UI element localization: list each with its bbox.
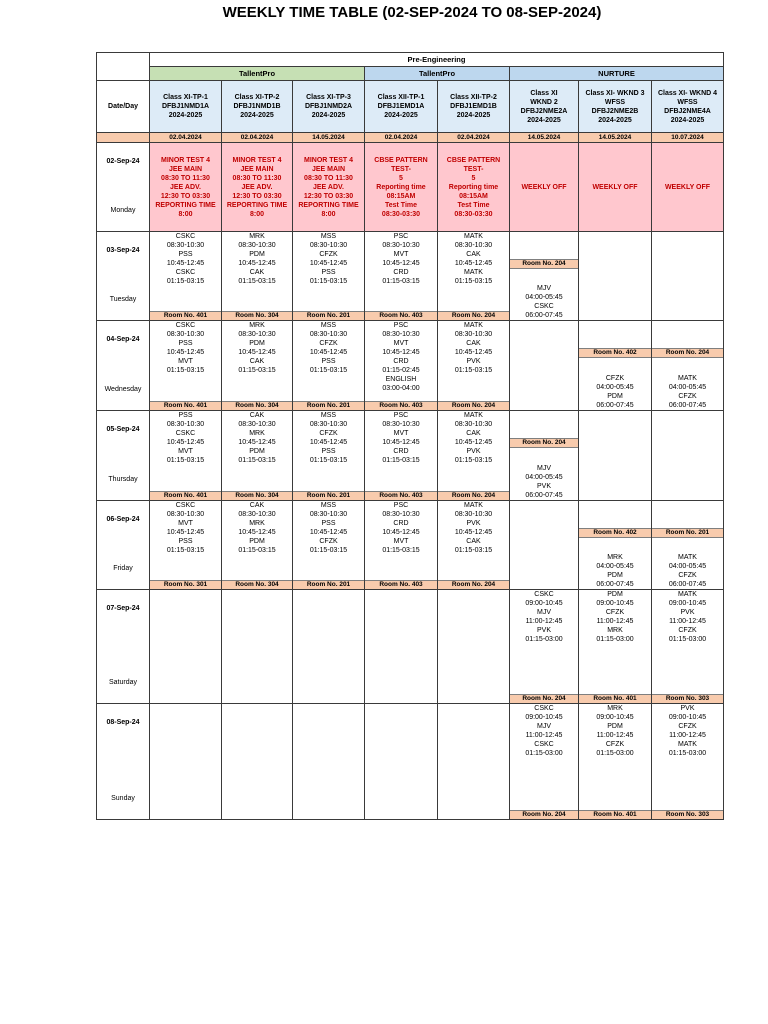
group-header-tallentpro-xii: TallentPro [365, 67, 510, 81]
room-label: Room No. 304 [222, 401, 292, 410]
exam-notice-cell: MINOR TEST 4 JEE MAIN 08:30 TO 11:30 JEE ADV. 12:30 TO 03:30 REPORTING TIME 8:00 [222, 143, 293, 232]
day-row [97, 501, 724, 590]
schedule-cell [579, 501, 652, 590]
start-date-cell: 10.07.2024 [652, 133, 724, 143]
class-header: Class XII-TP-2 DFBJ1EMD1B 2024-2025 [438, 81, 510, 133]
day-weekday: Sunday [111, 795, 135, 802]
schedule-cell [222, 411, 293, 501]
schedule-cell [222, 704, 293, 820]
class-slots: MSS 08:30-10:30 CFZK 10:45-12:45 PSS 01:15-03:15 [309, 412, 348, 464]
room-label: Room No. 403 [365, 311, 437, 320]
schedule-cell [579, 232, 652, 321]
day-row [97, 590, 724, 704]
class-slots: MRK 09:00-10:45 PDM 11:00-12:45 CFZK 01:15-03:00 [596, 705, 634, 757]
day-date: 03-Sep-24 [106, 247, 140, 254]
class-slots: MATK 04:00-05:45 CFZK 06:00-07:45 [668, 375, 707, 409]
day-weekday: Tuesday [109, 296, 137, 303]
schedule-cell [438, 411, 510, 501]
schedule-cell [652, 501, 724, 590]
room-label: Room No. 401 [579, 694, 651, 703]
class-slots: PVK 09:00-10:45 CFZK 11:00-12:45 MATK 01:15-03:00 [668, 705, 707, 757]
class-header: Class XI-TP-1 DFBJ1NMD1A 2024-2025 [150, 81, 222, 133]
startdate-corner [97, 133, 150, 143]
schedule-cell [150, 590, 222, 704]
room-label: Room No. 201 [293, 491, 364, 500]
schedule-cell [365, 321, 438, 411]
schedule-cell [150, 411, 222, 501]
class-slots: MRK 08:30-10:30 PDM 10:45-12:45 CAK 01:15-03:15 [238, 322, 276, 374]
schedule-cell [438, 704, 510, 820]
class-slots: PSC 08:30-10:30 MVT 10:45-12:45 CRD 01:15-03:15 [382, 412, 420, 464]
schedule-cell [510, 590, 579, 704]
schedule-cell [438, 590, 510, 704]
exam-notice-cell: MINOR TEST 4 JEE MAIN 08:30 TO 11:30 JEE ADV. 12:30 TO 03:30 REPORTING TIME 8:00 [150, 143, 222, 232]
class-header: Class XI- WKND 3 WFSS DFBJ2NME2B 2024-2025 [579, 81, 652, 133]
day-date: 08-Sep-24 [106, 719, 140, 726]
room-label: Room No. 301 [150, 580, 221, 589]
day-date: 02-Sep-24 [106, 158, 140, 165]
class-header: Class XI-TP-2 DFBJ1NMD1B 2024-2025 [222, 81, 293, 133]
schedule-cell [365, 501, 438, 590]
schedule-cell [222, 232, 293, 321]
schedule-cell [438, 501, 510, 590]
page-title: WEEKLY TIME TABLE (02-SEP-2024 TO 08-SEP-2024) [222, 4, 602, 21]
schedule-cell [438, 232, 510, 321]
group-header-nurture: NURTURE [510, 67, 724, 81]
start-date-cell: 14.05.2024 [293, 133, 365, 143]
schedule-cell [579, 590, 652, 704]
class-slots: MATK 08:30-10:30 CAK 10:45-12:45 PVK 01:15-03:15 [454, 412, 493, 464]
class-slots: PDM 09:00-10:45 CFZK 11:00-12:45 MRK 01:15-03:00 [596, 591, 634, 643]
day-row [97, 321, 724, 411]
class-slots: MATK 04:00-05:45 CFZK 06:00-07:45 [668, 554, 707, 588]
exam-notice-cell: WEEKLY OFF [652, 143, 724, 232]
class-slots: MJV 04:00-05:45 CSKC 06:00-07:45 [525, 285, 563, 319]
class-slots: MSS 08:30-10:30 CFZK 10:45-12:45 PSS 01:15-03:15 [309, 233, 348, 285]
class-slots: CSKC 08:30-10:30 MVT 10:45-12:45 PSS 01:15-03:15 [166, 502, 205, 554]
exam-notice-cell: WEEKLY OFF [510, 143, 579, 232]
room-label: Room No. 204 [510, 694, 578, 703]
room-label: Room No. 401 [150, 491, 221, 500]
schedule-cell [222, 321, 293, 411]
class-slots: CSKC 08:30-10:30 PSS 10:45-12:45 MVT 01:15-03:15 [166, 322, 205, 374]
room-label: Room No. 204 [438, 580, 509, 589]
room-label: Room No. 204 [438, 311, 509, 320]
start-date-cell: 14.05.2024 [510, 133, 579, 143]
schedule-cell [293, 590, 365, 704]
class-slots: PSC 08:30-10:30 CRD 10:45-12:45 MVT 01:15-03:15 [382, 502, 420, 554]
class-slots: MATK 08:30-10:30 CAK 10:45-12:45 PVK 01:15-03:15 [454, 322, 493, 374]
class-slots: CAK 08:30-10:30 MRK 10:45-12:45 PDM 01:15-03:15 [238, 502, 276, 554]
room-label: Room No. 204 [510, 259, 578, 269]
schedule-cell [222, 590, 293, 704]
schedule-cell [365, 411, 438, 501]
schedule-cell [510, 411, 579, 501]
start-date-cell: 02.04.2024 [222, 133, 293, 143]
schedule-cell [150, 501, 222, 590]
schedule-cell [365, 590, 438, 704]
schedule-cell [222, 501, 293, 590]
exam-notice-cell: WEEKLY OFF [579, 143, 652, 232]
schedule-cell [579, 411, 652, 501]
day-cell [97, 501, 150, 590]
day-cell [97, 143, 150, 232]
room-label: Room No. 403 [365, 401, 437, 410]
room-label: Room No. 402 [579, 528, 651, 538]
schedule-cell [652, 590, 724, 704]
room-label: Room No. 201 [652, 528, 723, 538]
room-label: Room No. 303 [652, 694, 723, 703]
day-weekday: Thursday [108, 476, 138, 483]
day-row [97, 143, 724, 232]
day-cell [97, 411, 150, 501]
room-label: Room No. 304 [222, 311, 292, 320]
start-date-cell: 02.04.2024 [438, 133, 510, 143]
class-slots: CFZK 04:00-05:45 PDM 06:00-07:45 [596, 375, 634, 409]
start-date-cell: 02.04.2024 [365, 133, 438, 143]
room-label: Room No. 304 [222, 491, 292, 500]
day-date: 07-Sep-24 [106, 605, 140, 612]
schedule-cell [293, 232, 365, 321]
class-slots: CAK 08:30-10:30 MRK 10:45-12:45 PDM 01:15-03:15 [238, 412, 276, 464]
class-slots: CSKC 09:00-10:45 MJV 11:00-12:45 CSKC 01:15-03:00 [525, 705, 563, 757]
day-weekday: Friday [113, 565, 133, 572]
start-date-cell: 14.05.2024 [579, 133, 652, 143]
schedule-cell [510, 501, 579, 590]
day-cell [97, 590, 150, 704]
day-cell [97, 704, 150, 820]
schedule-cell [150, 704, 222, 820]
room-label: Room No. 204 [652, 348, 723, 358]
schedule-cell [510, 232, 579, 321]
room-label: Room No. 201 [293, 311, 364, 320]
class-slots: CSKC 08:30-10:30 PSS 10:45-12:45 CSKC 01:15-03:15 [166, 233, 205, 285]
room-label: Room No. 204 [438, 401, 509, 410]
room-label: Room No. 201 [293, 401, 364, 410]
day-row [97, 704, 724, 820]
class-slots: MATK 09:00-10:45 PVK 11:00-12:45 CFZK 01:15-03:00 [668, 591, 707, 643]
schedule-cell [510, 704, 579, 820]
class-slots: MRK 04:00-05:45 PDM 06:00-07:45 [596, 554, 634, 588]
schedule-cell [150, 321, 222, 411]
room-label: Room No. 304 [222, 580, 292, 589]
class-slots: PSC 08:30-10:30 MVT 10:45-12:45 CRD 01:15-02:45 ENGLISH 03:00-04:00 [382, 322, 420, 392]
day-date: 05-Sep-24 [106, 426, 140, 433]
class-header: Class XII-TP-1 DFBJ1EMD1A 2024-2025 [365, 81, 438, 133]
group-header-tallentpro-xi: TallentPro [150, 67, 365, 81]
schedule-cell [579, 321, 652, 411]
class-slots: PSC 08:30-10:30 MVT 10:45-12:45 CRD 01:15-03:15 [382, 233, 420, 285]
schedule-cell [438, 321, 510, 411]
room-label: Room No. 402 [579, 348, 651, 358]
room-label: Room No. 201 [293, 580, 364, 589]
class-slots: PSS 08:30-10:30 CSKC 10:45-12:45 MVT 01:15-03:15 [166, 412, 205, 464]
room-label: Room No. 401 [150, 401, 221, 410]
day-weekday: Wednesday [104, 386, 142, 393]
class-slots: MSS 08:30-10:30 CFZK 10:45-12:45 PSS 01:15-03:15 [309, 322, 348, 374]
schedule-cell [150, 232, 222, 321]
exam-notice-cell: MINOR TEST 4 JEE MAIN 08:30 TO 11:30 JEE ADV. 12:30 TO 03:30 REPORTING TIME 8:00 [293, 143, 365, 232]
day-weekday: Monday [110, 207, 136, 214]
class-slots: CSKC 09:00-10:45 MJV 11:00-12:45 PVK 01:15-03:00 [525, 591, 563, 643]
schedule-cell [652, 704, 724, 820]
day-cell [97, 232, 150, 321]
timetable-container [96, 52, 724, 820]
top-group-header: Pre-Engineering [150, 53, 724, 67]
room-label: Room No. 204 [510, 438, 578, 448]
room-label: Room No. 401 [579, 810, 651, 819]
class-header: Class XI WKND 2 DFBJ2NME2A 2024-2025 [510, 81, 579, 133]
room-label: Room No. 403 [365, 491, 437, 500]
date-day-header: Date/Day [97, 81, 150, 133]
class-header: Class XI-TP-3 DFBJ1NMD2A 2024-2025 [293, 81, 365, 133]
day-date: 04-Sep-24 [106, 336, 140, 343]
day-weekday: Saturday [108, 679, 138, 686]
schedule-cell [365, 232, 438, 321]
schedule-cell [579, 704, 652, 820]
schedule-cell [652, 411, 724, 501]
day-row [97, 232, 724, 321]
day-date: 06-Sep-24 [106, 516, 140, 523]
class-header: Class XI- WKND 4 WFSS DFBJ2NME4A 2024-2025 [652, 81, 724, 133]
schedule-cell [365, 704, 438, 820]
timetable [96, 52, 724, 820]
schedule-cell [652, 321, 724, 411]
corner-cell [97, 53, 150, 81]
room-label: Room No. 401 [150, 311, 221, 320]
exam-notice-cell: CBSE PATTERN TEST- 5 Reporting time 08:15AM Test Time 08:30-03:30 [438, 143, 510, 232]
day-row [97, 411, 724, 501]
room-label: Room No. 204 [510, 810, 578, 819]
class-slots: MRK 08:30-10:30 PDM 10:45-12:45 CAK 01:15-03:15 [238, 233, 276, 285]
class-slots: MSS 08:30-10:30 PSS 10:45-12:45 CFZK 01:15-03:15 [309, 502, 348, 554]
schedule-cell [293, 411, 365, 501]
day-cell [97, 321, 150, 411]
class-slots: MATK 08:30-10:30 PVK 10:45-12:45 CAK 01:15-03:15 [454, 502, 493, 554]
room-label: Room No. 303 [652, 810, 723, 819]
room-label: Room No. 403 [365, 580, 437, 589]
exam-notice-cell: CBSE PATTERN TEST- 5 Reporting time 08:15AM Test Time 08:30-03:30 [365, 143, 438, 232]
schedule-cell [293, 704, 365, 820]
start-date-cell: 02.04.2024 [150, 133, 222, 143]
schedule-cell [293, 321, 365, 411]
room-label: Room No. 204 [438, 491, 509, 500]
schedule-cell [293, 501, 365, 590]
class-slots: MATK 08:30-10:30 CAK 10:45-12:45 MATK 01:15-03:15 [454, 233, 493, 285]
schedule-cell [510, 321, 579, 411]
schedule-cell [652, 232, 724, 321]
class-slots: MJV 04:00-05:45 PVK 06:00-07:45 [525, 465, 563, 499]
